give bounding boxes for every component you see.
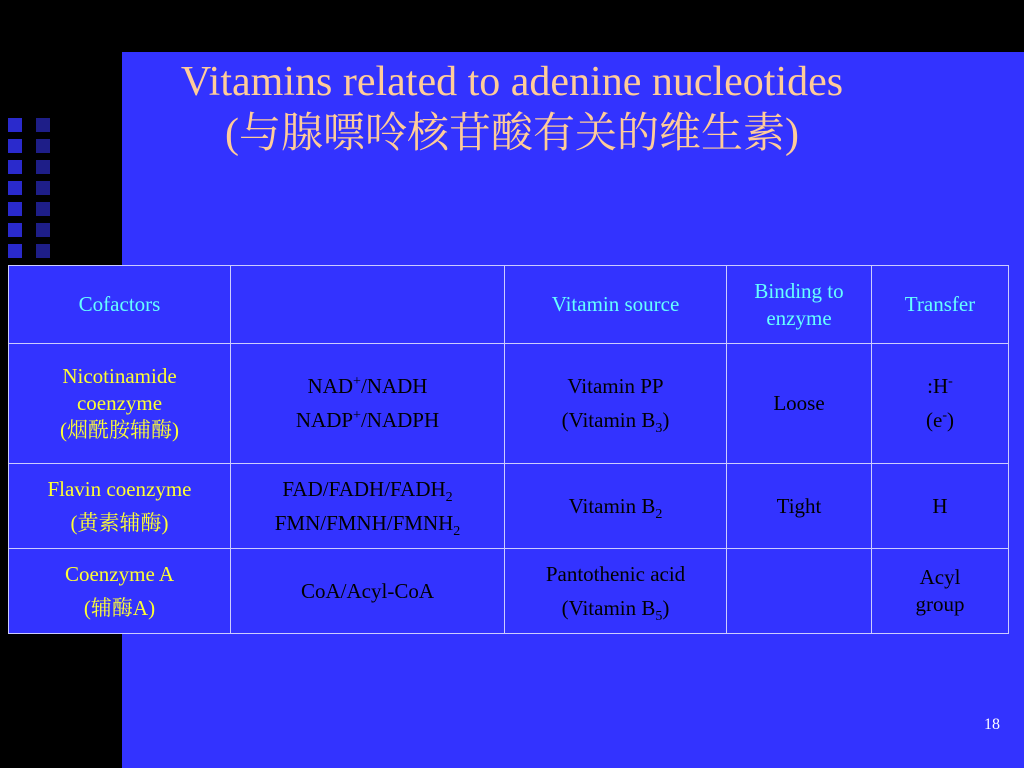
table-row	[9, 549, 1009, 634]
transfer-line: :H-	[927, 374, 953, 398]
transfer-line: group	[915, 592, 965, 616]
vitamin-cell	[505, 549, 727, 634]
vitamin-alias: (Vitamin $B_3$)	[561, 408, 670, 437]
cofactor-name: Nicotinamide	[62, 364, 177, 388]
header-vitamin-source: Vitamin source	[505, 266, 727, 344]
cofactor-chinese: (辅酶A)	[83, 595, 156, 620]
slide-title-chinese: (与腺嘌呤核苷酸有关的维生素)	[225, 111, 799, 157]
table-header-row	[9, 266, 1009, 344]
cofactor-name: Coenzyme A	[64, 561, 175, 586]
cofactor-cell	[9, 344, 231, 464]
form-line: NADP+/NADPH	[295, 408, 440, 432]
binding-cell	[727, 549, 872, 634]
form-line: FMN/$FMNH/FMNH_2$	[274, 510, 461, 539]
forms-cell: CoA/Acyl-CoA	[231, 549, 505, 634]
vitamin-alias: (Vitamin $B_5$)	[561, 595, 670, 624]
forms-cell	[231, 464, 505, 549]
cofactor-chinese: (黄素辅酶)	[70, 510, 169, 535]
transfer-cell	[872, 549, 1009, 634]
binding-cell: Tight	[727, 464, 872, 549]
header-cofactors: Cofactors	[9, 266, 231, 344]
slide-title	[60, 56, 964, 160]
table-row	[9, 464, 1009, 549]
forms-cell	[231, 344, 505, 464]
transfer-line: (e-)	[926, 408, 954, 432]
header-binding: Binding to enzyme	[727, 266, 872, 344]
cofactor-name-cont: coenzyme	[76, 391, 163, 415]
cofactor-cell	[9, 464, 231, 549]
vitamins-table	[8, 265, 1009, 634]
vitamin-cell: Vitamin $B_2$	[505, 464, 727, 549]
transfer-cell	[872, 344, 1009, 464]
vitamin-name: Vitamin PP	[567, 374, 664, 398]
table-row	[9, 344, 1009, 464]
vitamin-cell	[505, 344, 727, 464]
vitamin-name: Pantothenic acid	[545, 561, 686, 586]
header-transfer: Transfer	[872, 266, 1009, 344]
form-line: FAD/$FADH/FADH_2$	[282, 476, 453, 505]
transfer-line: Acyl	[919, 565, 961, 589]
binding-cell: Loose	[727, 344, 872, 464]
transfer-cell: H	[872, 464, 1009, 549]
header-forms	[231, 266, 505, 344]
cofactor-cell	[9, 549, 231, 634]
cofactor-chinese: (烟酰胺辅酶)	[60, 418, 179, 442]
form-line: NAD+/NADH	[307, 374, 428, 398]
cofactor-name: Flavin coenzyme	[47, 476, 192, 501]
page-number: 18	[984, 716, 1000, 733]
slide-title-english: Vitamins related to adenine nucleotides	[180, 59, 844, 105]
slide-top-band	[0, 0, 1024, 52]
